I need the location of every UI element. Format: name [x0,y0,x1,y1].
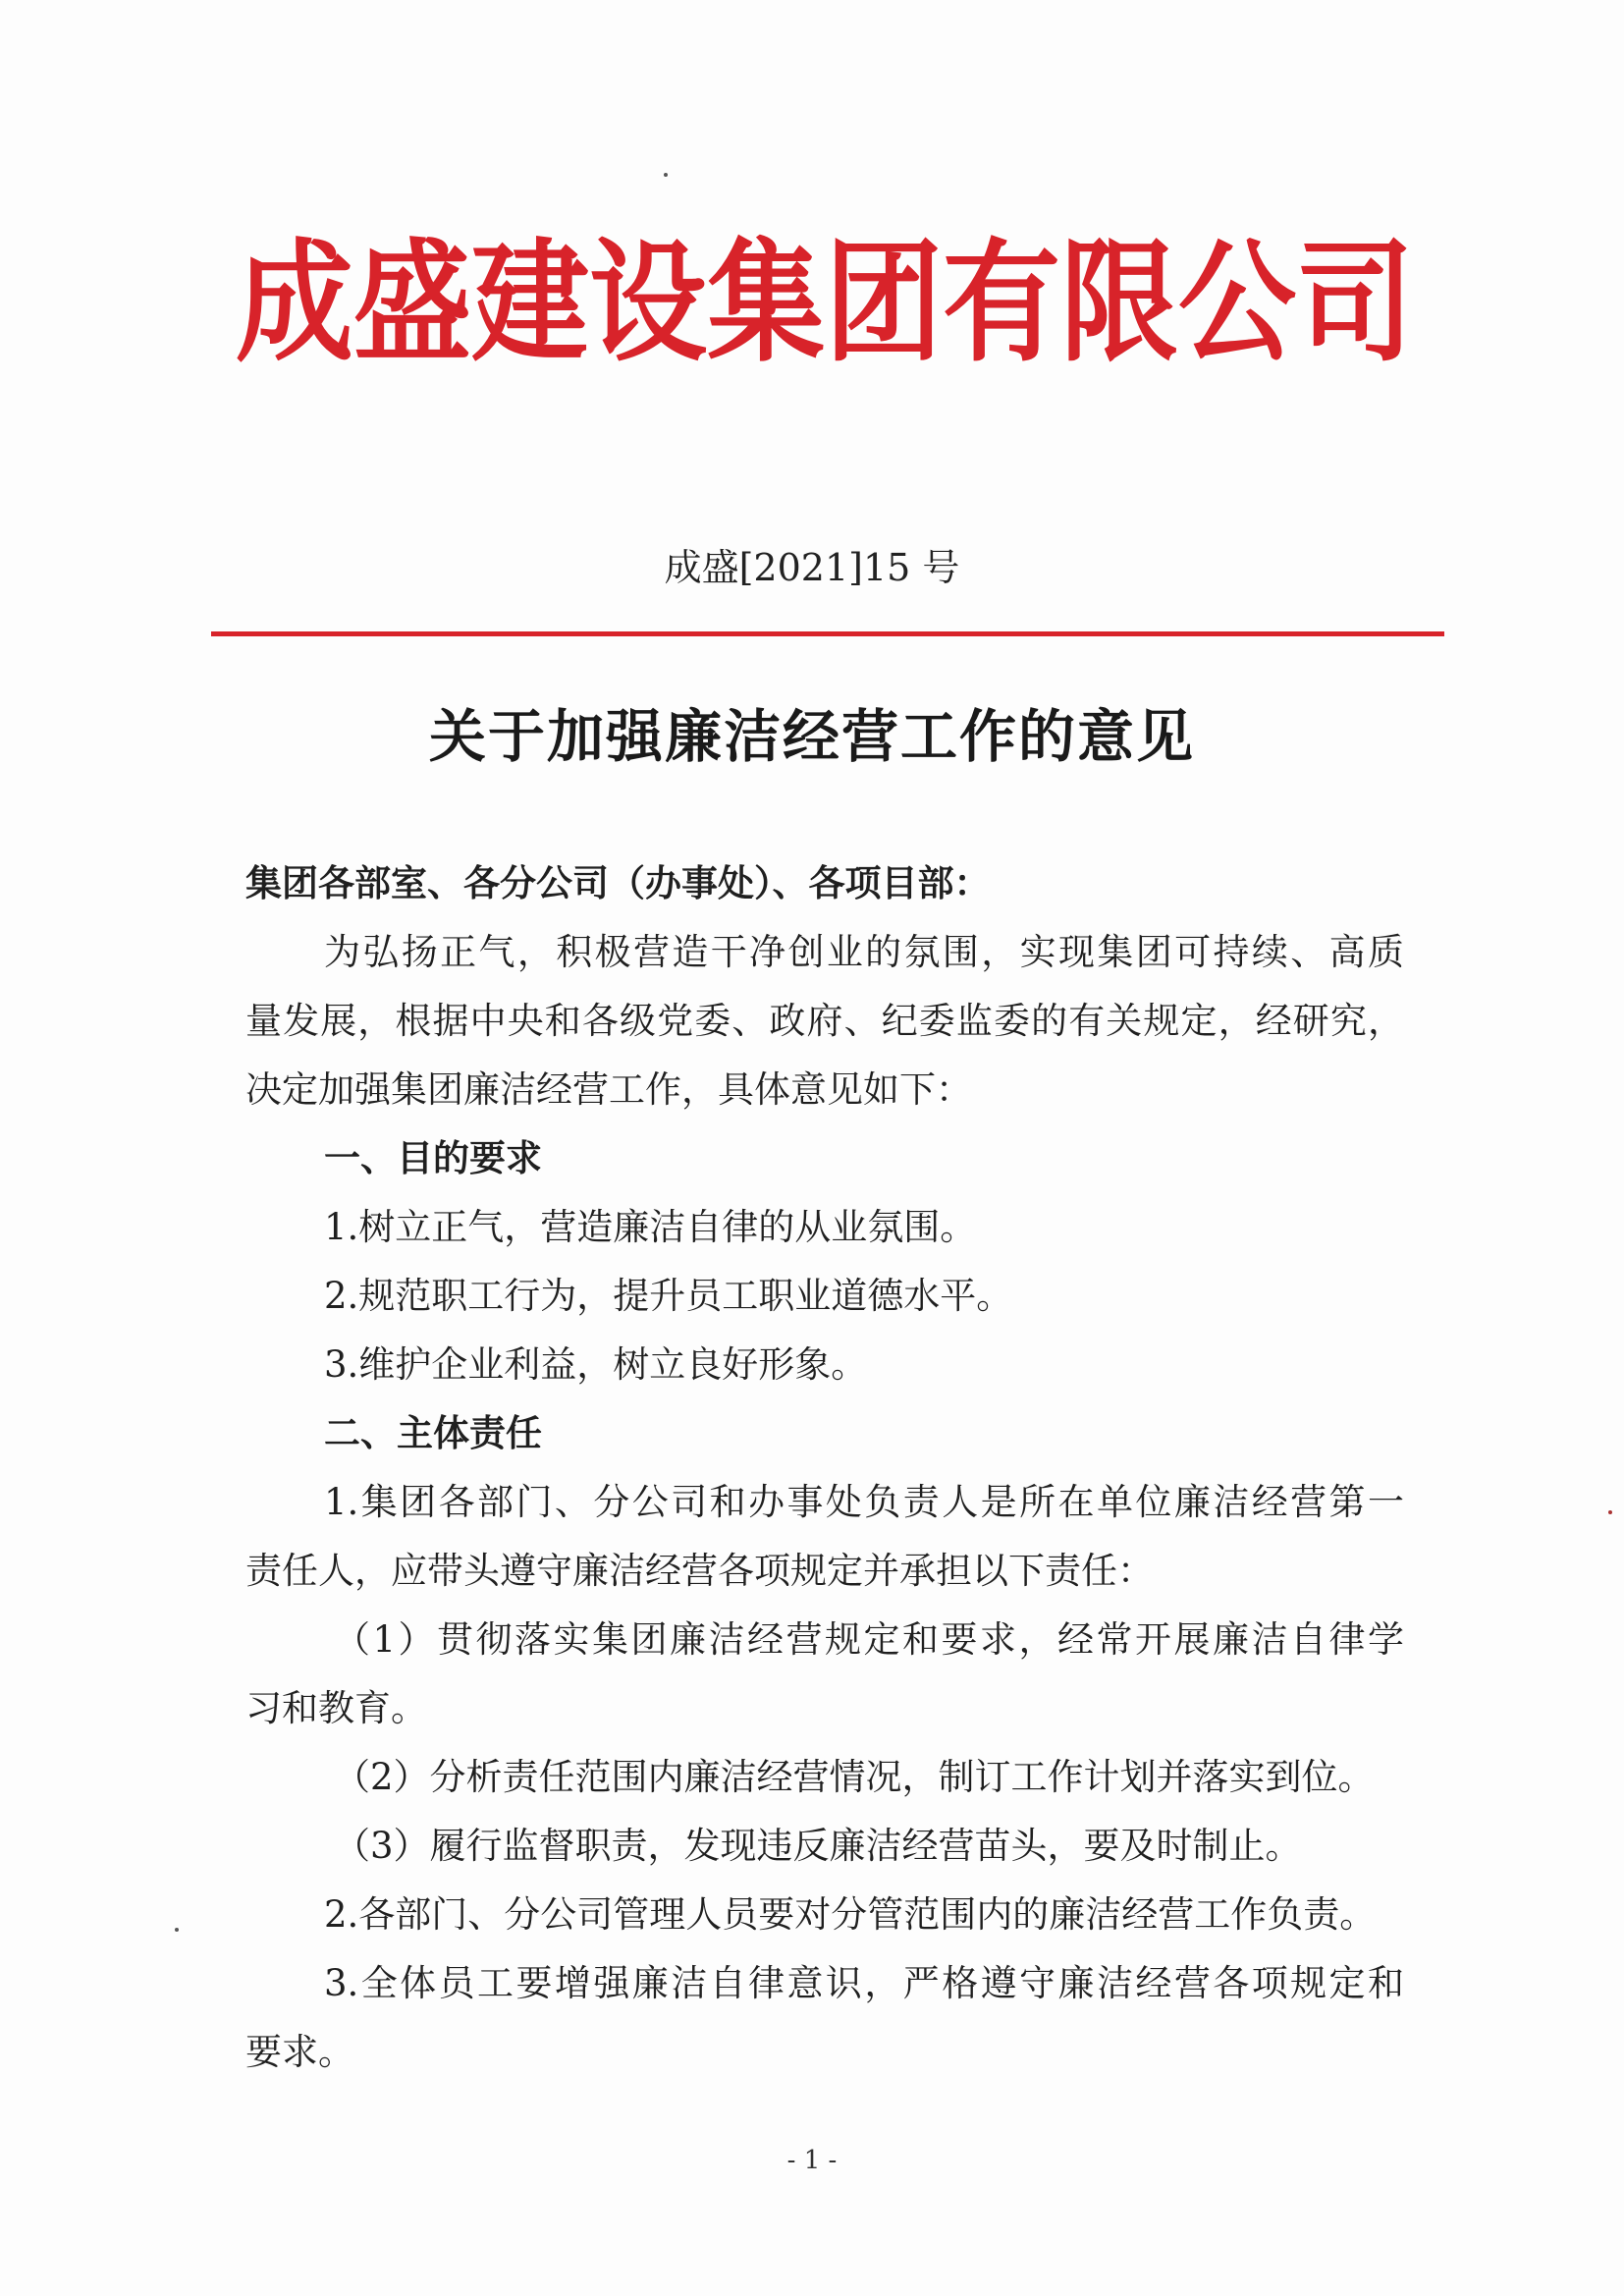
document-title: 关于加强廉洁经营工作的意见 [428,703,1195,770]
page-number: - 1 - [786,2146,838,2175]
section-1-item-2: 2.规范职工行为，提升员工职业道德水平。 [324,1275,1013,1317]
intro-paragraph-line-3: 决定加强集团廉洁经营工作，具体意见如下： [245,1068,972,1111]
company-name-header: 成盛建设集团有限公司 [236,227,1414,381]
section-1-item-3: 3.维护企业利益，树立良好形象。 [324,1343,868,1386]
section-2-item-2: 2.各部门、分公司管理人员要对分管范围内的廉洁经营工作负责。 [324,1893,1377,1936]
section-2-item-3-line-1: 3.全体员工要增强廉洁自律意识，严格遵守廉洁经营各项规定和 [324,1962,1404,2004]
intro-paragraph-line-1: 为弘扬正气，积极营造干净创业的氛围，实现集团可持续、高质 [324,931,1404,973]
sub-item-1-line-1: （1）贯彻落实集团廉洁经营规定和要求，经常开展廉洁自律学 [334,1618,1404,1661]
document-body [245,849,1404,2087]
sub-item-2: （2）分析责任范围内廉洁经营情况，制订工作计划并落实到位。 [334,1756,1375,1798]
intro-paragraph-line-2: 量发展，根据中央和各级党委、政府、纪委监委的有关规定，经研究， [245,1000,1404,1042]
section-2-item-1-line-2: 责任人，应带头遵守廉洁经营各项规定并承担以下责任： [245,1550,1154,1592]
document-number: 成盛[2021]15 号 [664,546,960,589]
scan-speck [175,1928,179,1932]
salutation: 集团各部室、各分公司（办事处）、各项目部： [245,862,991,904]
scan-speck [664,173,668,177]
section-2-item-3-line-2: 要求。 [245,2031,354,2073]
section-1-item-1: 1.树立正气，营造廉洁自律的从业氛围。 [324,1206,977,1248]
red-divider-line [211,631,1444,636]
scan-speck [1608,1510,1612,1514]
section-1-heading: 一、目的要求 [324,1137,542,1179]
sub-item-3: （3）履行监督职责，发现违反廉洁经营苗头，要及时制止。 [334,1825,1302,1867]
section-2-item-1-line-1: 1.集团各部门、分公司和办事处负责人是所在单位廉洁经营第一 [324,1481,1404,1523]
sub-item-1-line-2: 习和教育。 [245,1687,427,1729]
section-2-heading: 二、主体责任 [324,1412,542,1454]
